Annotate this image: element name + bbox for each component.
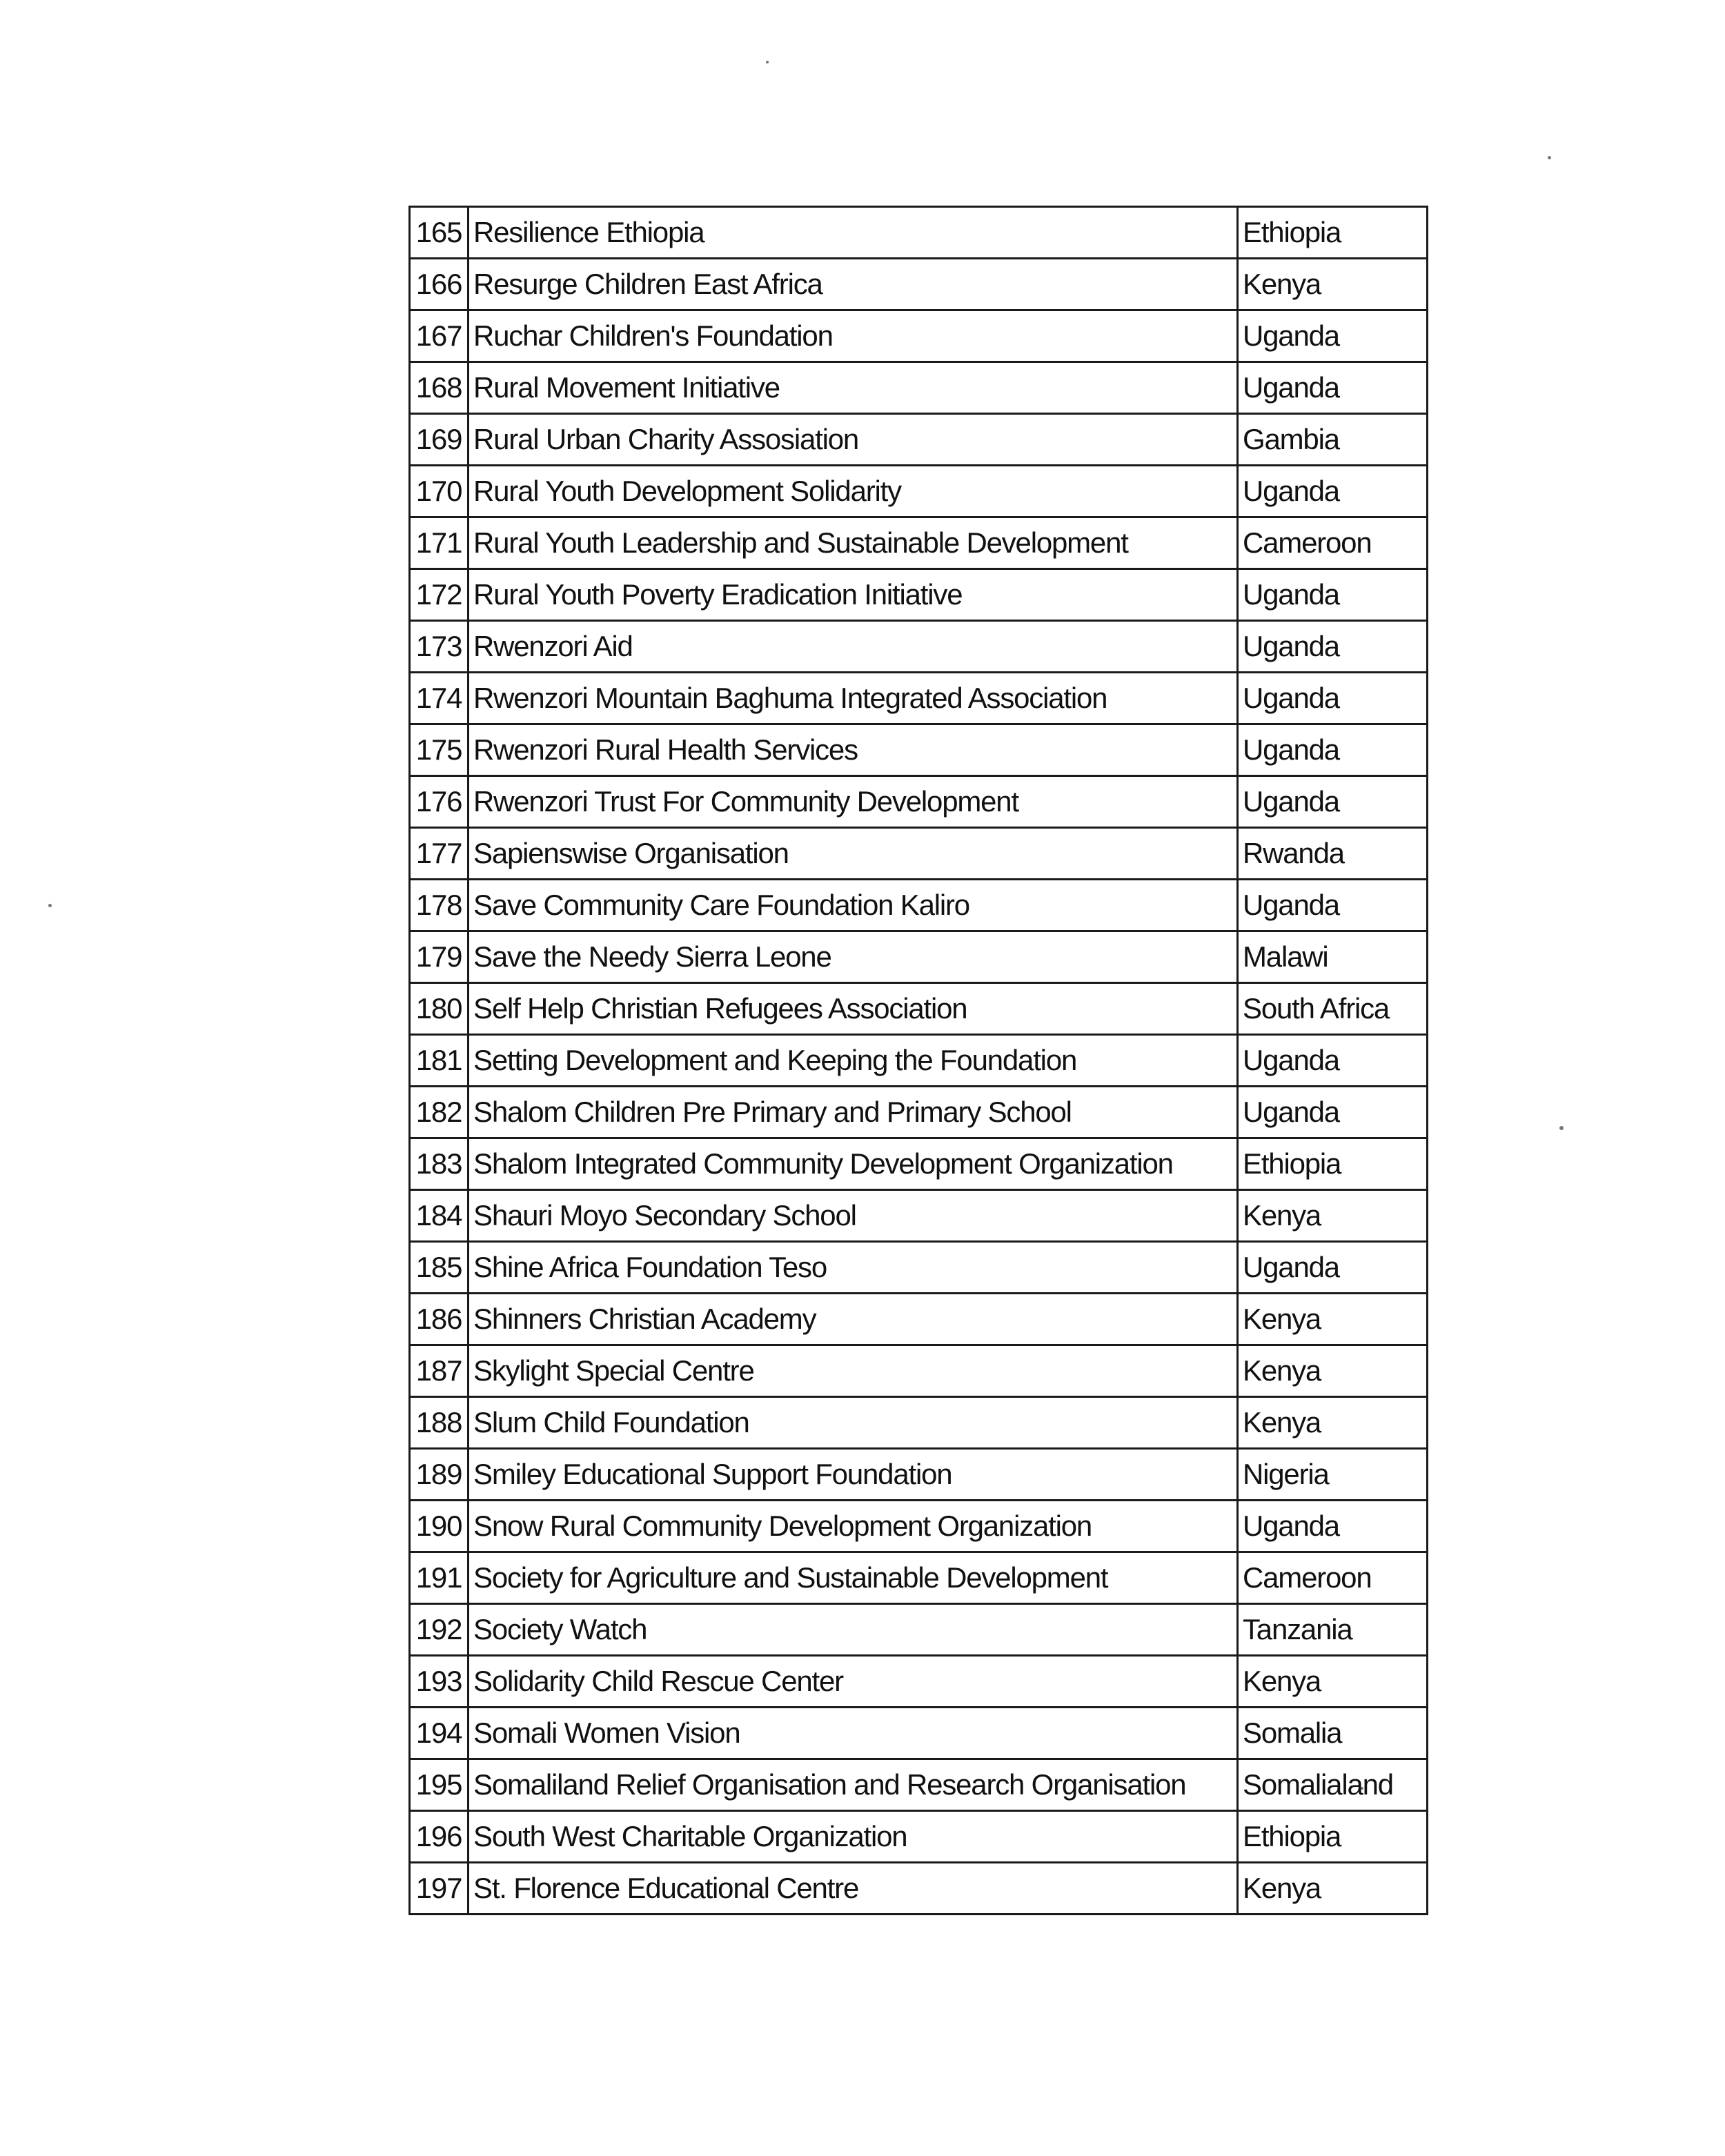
table-row (410, 1552, 1428, 1604)
table-row (410, 362, 1428, 414)
row-number-cell: 185 (410, 1242, 469, 1294)
row-number-cell: 170 (410, 466, 469, 517)
country-cell: Uganda (1238, 880, 1428, 931)
country-cell: Kenya (1238, 259, 1428, 310)
table-row (410, 724, 1428, 776)
table-row (410, 1397, 1428, 1449)
table-row (410, 207, 1428, 259)
row-number-cell: 193 (410, 1656, 469, 1708)
organization-name-cell: Rural Youth Leadership and Sustainable Development (469, 517, 1238, 569)
row-number-cell: 173 (410, 621, 469, 673)
organization-name-cell: Shalom Integrated Community Development Organization (469, 1138, 1238, 1190)
organization-name-cell: Rwenzori Trust For Community Development (469, 776, 1238, 828)
country-cell: Uganda (1238, 1501, 1428, 1552)
country-cell: Uganda (1238, 621, 1428, 673)
table-row (410, 259, 1428, 310)
country-cell: Ethiopia (1238, 1138, 1428, 1190)
row-number-cell: 169 (410, 414, 469, 466)
organization-name-cell: Resurge Children East Africa (469, 259, 1238, 310)
country-cell: Tanzania (1238, 1604, 1428, 1656)
row-number-cell: 175 (410, 724, 469, 776)
table-row (410, 1501, 1428, 1552)
row-number-cell: 181 (410, 1035, 469, 1087)
table-row (410, 1656, 1428, 1708)
organization-name-cell: Society for Agriculture and Sustainable Development (469, 1552, 1238, 1604)
organization-name-cell: Resilience Ethiopia (469, 207, 1238, 259)
organization-name-cell: Smiley Educational Support Foundation (469, 1449, 1238, 1501)
organization-name-cell: Somali Women Vision (469, 1708, 1238, 1759)
organization-name-cell: Society Watch (469, 1604, 1238, 1656)
country-cell: Somalia (1238, 1708, 1428, 1759)
table-row (410, 569, 1428, 621)
row-number-cell: 180 (410, 983, 469, 1035)
country-cell: Ethiopia (1238, 1811, 1428, 1863)
organization-table (408, 206, 1428, 1915)
country-cell: Ethiopia (1238, 207, 1428, 259)
country-cell: Kenya (1238, 1190, 1428, 1242)
row-number-cell: 194 (410, 1708, 469, 1759)
table-row (410, 1242, 1428, 1294)
organization-name-cell: Shine Africa Foundation Teso (469, 1242, 1238, 1294)
table-row (410, 1604, 1428, 1656)
organization-name-cell: Shinners Christian Academy (469, 1294, 1238, 1345)
table-row (410, 1811, 1428, 1863)
country-cell: Uganda (1238, 310, 1428, 362)
country-cell: Kenya (1238, 1656, 1428, 1708)
table-row (410, 1190, 1428, 1242)
organization-name-cell: Skylight Special Centre (469, 1345, 1238, 1397)
scan-speck (1548, 156, 1551, 159)
organization-name-cell: Rural Urban Charity Assosiation (469, 414, 1238, 466)
organization-name-cell: Rural Youth Development Solidarity (469, 466, 1238, 517)
country-cell: Somalialand (1238, 1759, 1428, 1811)
row-number-cell: 183 (410, 1138, 469, 1190)
row-number-cell: 195 (410, 1759, 469, 1811)
row-number-cell: 174 (410, 673, 469, 724)
organization-name-cell: Save the Needy Sierra Leone (469, 931, 1238, 983)
country-cell: South Africa (1238, 983, 1428, 1035)
country-cell: Uganda (1238, 1087, 1428, 1138)
country-cell: Kenya (1238, 1397, 1428, 1449)
table-row (410, 1294, 1428, 1345)
table-row (410, 931, 1428, 983)
row-number-cell: 178 (410, 880, 469, 931)
organization-name-cell: Snow Rural Community Development Organization (469, 1501, 1238, 1552)
row-number-cell: 167 (410, 310, 469, 362)
country-cell: Kenya (1238, 1345, 1428, 1397)
row-number-cell: 166 (410, 259, 469, 310)
row-number-cell: 177 (410, 828, 469, 880)
organization-name-cell: Rwenzori Mountain Baghuma Integrated Association (469, 673, 1238, 724)
row-number-cell: 182 (410, 1087, 469, 1138)
organization-name-cell: South West Charitable Organization (469, 1811, 1238, 1863)
row-number-cell: 191 (410, 1552, 469, 1604)
country-cell: Malawi (1238, 931, 1428, 983)
row-number-cell: 176 (410, 776, 469, 828)
table-row (410, 1449, 1428, 1501)
table-row (410, 621, 1428, 673)
organization-name-cell: St. Florence Educational Centre (469, 1863, 1238, 1915)
country-cell: Kenya (1238, 1294, 1428, 1345)
table-row (410, 1759, 1428, 1811)
organization-name-cell: Shalom Children Pre Primary and Primary School (469, 1087, 1238, 1138)
table-row (410, 1138, 1428, 1190)
table-row (410, 776, 1428, 828)
country-cell: Cameroon (1238, 1552, 1428, 1604)
row-number-cell: 168 (410, 362, 469, 414)
country-cell: Uganda (1238, 569, 1428, 621)
scan-speck (48, 904, 52, 907)
scan-speck (766, 61, 769, 63)
organization-name-cell: Rural Movement Initiative (469, 362, 1238, 414)
table-body (410, 207, 1428, 1915)
row-number-cell: 172 (410, 569, 469, 621)
row-number-cell: 197 (410, 1863, 469, 1915)
table-row (410, 1035, 1428, 1087)
country-cell: Uganda (1238, 362, 1428, 414)
row-number-cell: 192 (410, 1604, 469, 1656)
country-cell: Nigeria (1238, 1449, 1428, 1501)
country-cell: Uganda (1238, 1035, 1428, 1087)
table-row (410, 1863, 1428, 1915)
organization-name-cell: Setting Development and Keeping the Foundation (469, 1035, 1238, 1087)
table-row (410, 1708, 1428, 1759)
organization-name-cell: Sapienswise Organisation (469, 828, 1238, 880)
row-number-cell: 196 (410, 1811, 469, 1863)
country-cell: Uganda (1238, 673, 1428, 724)
organization-name-cell: Rwenzori Aid (469, 621, 1238, 673)
country-cell: Gambia (1238, 414, 1428, 466)
scan-speck (1559, 1126, 1564, 1130)
country-cell: Uganda (1238, 466, 1428, 517)
organization-name-cell: Ruchar Children's Foundation (469, 310, 1238, 362)
row-number-cell: 171 (410, 517, 469, 569)
table-row (410, 828, 1428, 880)
country-cell: Kenya (1238, 1863, 1428, 1915)
table-row (410, 1345, 1428, 1397)
row-number-cell: 184 (410, 1190, 469, 1242)
table-row (410, 673, 1428, 724)
organization-name-cell: Rwenzori Rural Health Services (469, 724, 1238, 776)
row-number-cell: 188 (410, 1397, 469, 1449)
organization-name-cell: Somaliland Relief Organisation and Research Organisation (469, 1759, 1238, 1811)
table-row (410, 310, 1428, 362)
country-cell: Rwanda (1238, 828, 1428, 880)
country-cell: Uganda (1238, 724, 1428, 776)
table-row (410, 880, 1428, 931)
organization-name-cell: Shauri Moyo Secondary School (469, 1190, 1238, 1242)
organization-name-cell: Rural Youth Poverty Eradication Initiative (469, 569, 1238, 621)
table-row (410, 466, 1428, 517)
row-number-cell: 190 (410, 1501, 469, 1552)
table-row (410, 983, 1428, 1035)
row-number-cell: 187 (410, 1345, 469, 1397)
country-cell: Uganda (1238, 776, 1428, 828)
organization-name-cell: Slum Child Foundation (469, 1397, 1238, 1449)
country-cell: Uganda (1238, 1242, 1428, 1294)
row-number-cell: 179 (410, 931, 469, 983)
row-number-cell: 165 (410, 207, 469, 259)
organization-name-cell: Self Help Christian Refugees Association (469, 983, 1238, 1035)
country-cell: Cameroon (1238, 517, 1428, 569)
organization-name-cell: Solidarity Child Rescue Center (469, 1656, 1238, 1708)
table-row (410, 414, 1428, 466)
row-number-cell: 189 (410, 1449, 469, 1501)
row-number-cell: 186 (410, 1294, 469, 1345)
table-row (410, 517, 1428, 569)
table-row (410, 1087, 1428, 1138)
organization-name-cell: Save Community Care Foundation Kaliro (469, 880, 1238, 931)
